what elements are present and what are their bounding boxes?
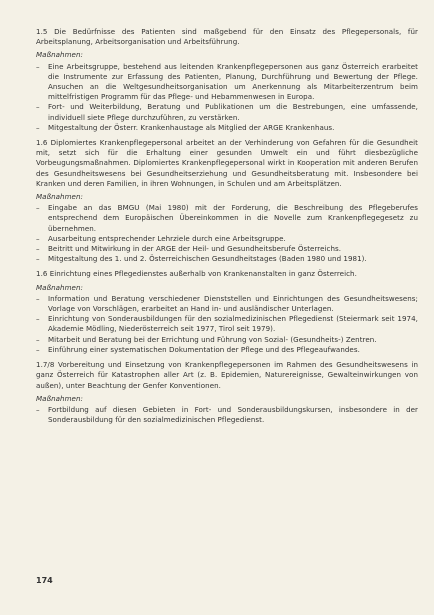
- list-item: – Fort- und Weiterbildung, Beratung und Publikationen um die Bestrebungen, eine umfassende, individuell siete Pflege durchzuführen, zu verstärken.: [36, 102, 418, 122]
- list-item: – Information und Beratung verschiedener Dienststellen und Einrichtungen des Gesundheitswesens; Vorlage von Vorschlägen, erarbeitet an Hand in- und ausländischer Unterlagen.: [36, 294, 418, 314]
- list-item: – Beitritt und Mitwirkung in der ARGE der Heil- und Gesundheitsberufe Österreichs.: [36, 244, 418, 254]
- section-1-6b-heading: 1.6 Einrichtung eines Pflegedienstes außerhalb von Krankenanstalten in ganz Österreich.: [36, 269, 357, 279]
- list-item: – Fortbildung auf diesen Gebieten in Fort- und Sonderausbildungskursen, insbesondere in der Sonderausbildung für den sozialmedizinischen Pflegedienst.: [36, 405, 418, 425]
- section-1-6b-measures-label: Maßnahmen:: [36, 282, 83, 292]
- section-1-6-heading: 1.6 Diplomiertes Krankenpflegepersonal arbeitet an der Verhinderung von Gefahren für die Gesundheit mit, setzt sich für die Erhaltung einer gesunden Umwelt ein und führt diesbezügliche Vorbeugungsmaßnahmen. Diplomiertes Krankenpflegepersonal wirkt in Kooperation mit anderen Berufen des Gesundheitswesens bei Gesundheitserziehung und Gesundheitsberatung mit. Insbesondere bei Kranken und deren Familien, in ihren Wohnungen, in Schulen und am Arbeitsplätzen.: [36, 138, 418, 188]
- section-1-7-measures-label: Maßnahmen:: [36, 393, 83, 403]
- list-item: – Eine Arbeitsgruppe, bestehend aus leitenden Krankenpflegepersonen aus ganz Österreich erarbeitet die Instrumente zur Erfassung des Patienten, Planung, Durchführung und Bewertung der Pflege. Ansuchen an die Weltgesundheitsorganisation um Anerkennung als Mitarbeiterzentrum beim mittelfristigen Programm für das Pflege- und Hebammenwesen in Europa.: [36, 62, 418, 103]
- section-1-6-measures-list: [36, 203, 418, 264]
- list-item: – Mitgestaltung der Österr. Krankenhaustage als Mitglied der ARGE Krankenhaus.: [36, 123, 418, 133]
- section-1-5-heading: 1.5 Die Bedürfnisse des Patienten sind maßgebend für den Einsatz des Pflegepersonals, für Arbeitsplanung, Arbeitsorganisation und Arbeitsführung.: [36, 27, 418, 47]
- section-1-5-measures-list: [36, 62, 418, 133]
- list-item: – Eingabe an das BMGU (Mai 1980) mit der Forderung, die Beschreibung des Pflegeberufes entsprechend dem Europäischen Übereinkommen in die Novelle zum Krankenpflegegesetz zu übernehmen.: [36, 203, 418, 234]
- list-item: – Ausarbeitung entsprechender Lehrziele durch eine Arbeitsgruppe.: [36, 234, 418, 244]
- section-1-6b-measures-list: [36, 294, 418, 355]
- section-1-5-measures-label: Maßnahmen:: [36, 50, 83, 60]
- section-1-6-measures-label: Maßnahmen:: [36, 192, 83, 202]
- section-1-7-heading: 1.7/8 Vorbereitung und Einsetzung von Krankenpflegepersonen im Rahmen des Gesundheitswesens in ganz Österreich für Katastrophen aller Art (z. B. Epidemien, Naturereignisse, Gewalteinwirkungen von außen), unter Beachtung der Genfer Konventionen.: [36, 360, 418, 390]
- section-1-7-measures-list: [36, 405, 418, 425]
- list-item: – Mitgestaltung des 1. und 2. Österreichischen Gesundheitstages (Baden 1980 und 1981).: [36, 254, 418, 264]
- page-content: [36, 27, 418, 430]
- list-item: – Einführung einer systematischen Dokumentation der Pflege und des Pflegeaufwandes.: [36, 345, 418, 355]
- list-item: – Mitarbeit und Beratung bei der Errichtung und Führung von Sozial- (Gesundheits-) Zentren.: [36, 335, 418, 345]
- list-item: – Einrichtung von Sonderausbildungen für den sozialmedizinischen Pflegedienst (Steiermark seit 1974, Akademie Mödling, Niederösterreich seit 1977, Tirol seit 1979).: [36, 314, 418, 334]
- page-number: 174: [36, 576, 53, 585]
